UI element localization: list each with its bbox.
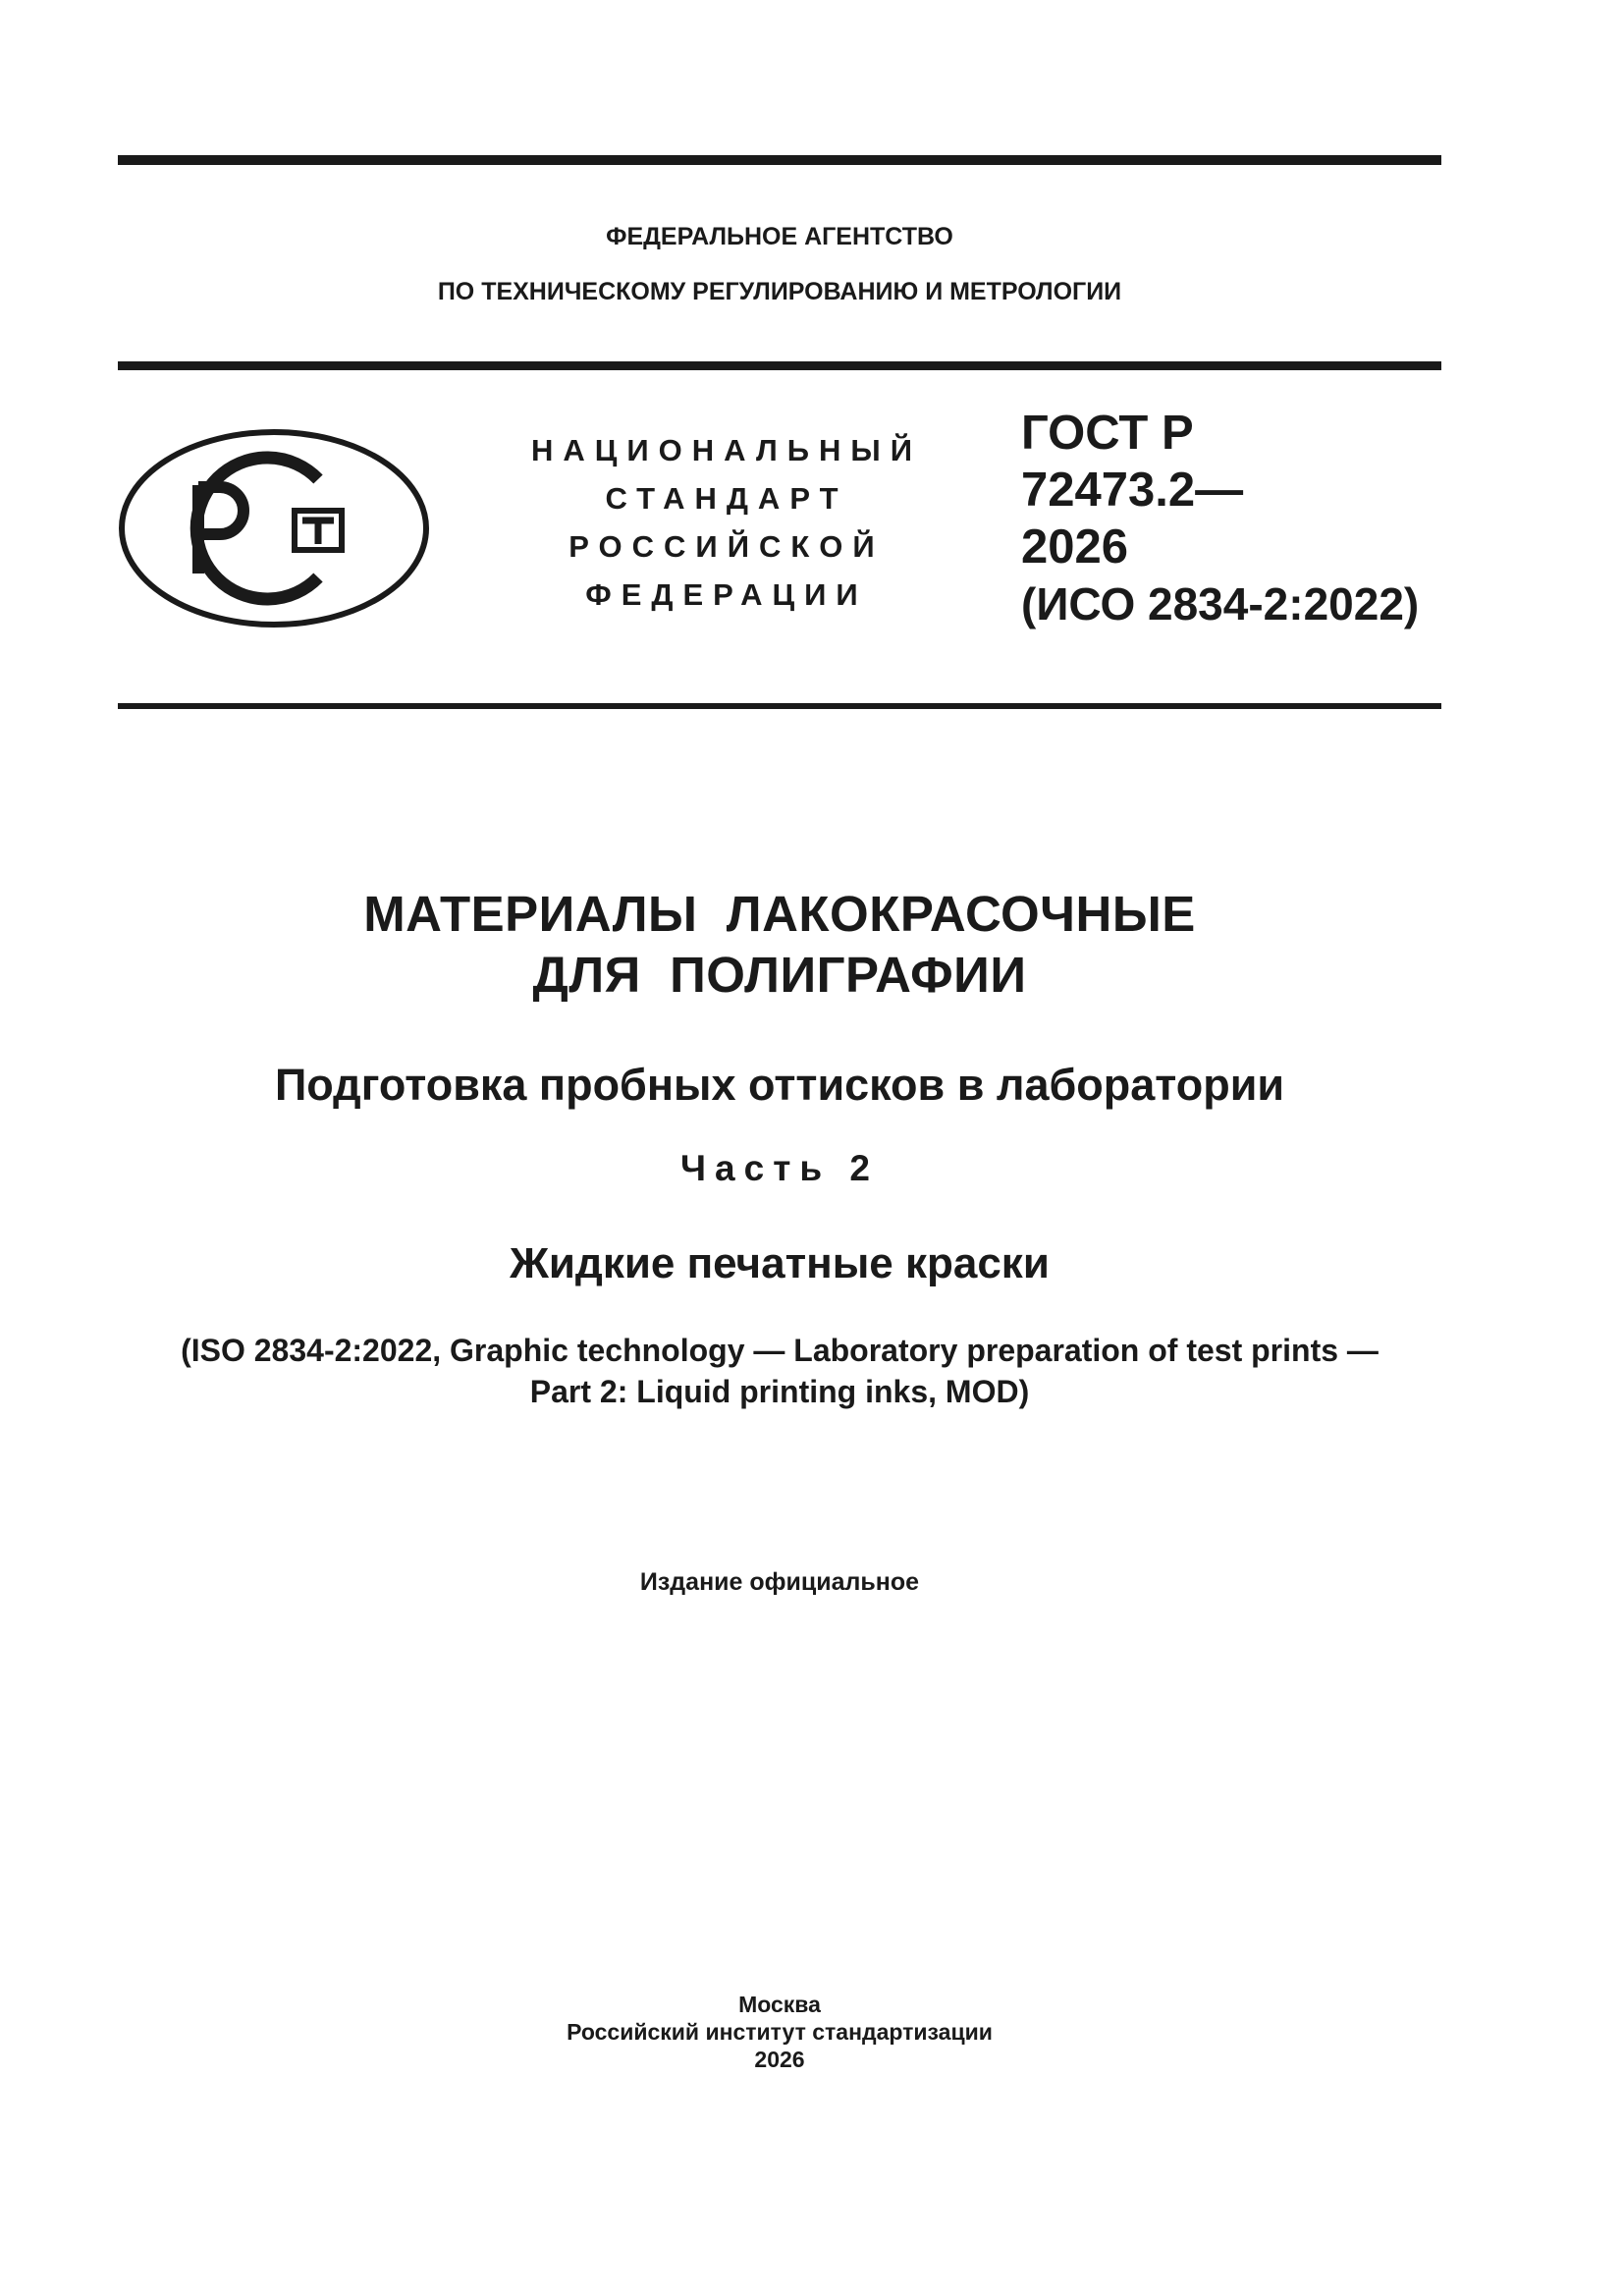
designation-line2: 72473.2— xyxy=(1021,464,1244,517)
national-standard-line3: РОССИЙСКОЙ xyxy=(568,529,885,564)
national-standard-line1: НАЦИОНАЛЬНЫЙ xyxy=(530,433,923,467)
title-line1: МАТЕРИАЛЫ ЛАКОКРАСОЧНЫЕ xyxy=(363,886,1196,942)
document-title xyxy=(118,884,1441,1006)
designation-line1: ГОСТ Р xyxy=(1021,407,1194,460)
national-standard-line4: ФЕДЕРАЦИИ xyxy=(585,577,868,612)
imprint-publisher: Российский институт стандартизации xyxy=(567,2019,993,2045)
document-subtitle: Подготовка пробных оттисков в лаборатории xyxy=(274,1060,1285,1110)
bottom-rule xyxy=(118,703,1441,709)
designation-line3: 2026 xyxy=(1021,520,1129,574)
top-rule xyxy=(118,155,1441,165)
rst-certification-mark-icon xyxy=(118,428,430,629)
part-number: Часть 2 xyxy=(680,1148,879,1188)
middle-rule xyxy=(118,361,1441,370)
agency-name-line2: ПО ТЕХНИЧЕСКОМУ РЕГУЛИРОВАНИЮ И МЕТРОЛОГИИ xyxy=(437,278,1122,305)
title-line2: ДЛЯ ПОЛИГРАФИИ xyxy=(532,947,1027,1003)
national-standard-line2: СТАНДАРТ xyxy=(605,481,848,516)
designation-line4: (ИСО 2834-2:2022) xyxy=(1021,578,1420,629)
iso-reference-line2: Part 2: Liquid printing inks, MOD) xyxy=(529,1374,1030,1409)
agency-name-line1: ФЕДЕРАЛЬНОЕ АГЕНТСТВО xyxy=(606,223,953,250)
iso-reference xyxy=(118,1330,1441,1412)
standard-designation xyxy=(1021,405,1434,632)
part-title: Жидкие печатные краски xyxy=(510,1239,1050,1287)
iso-reference-line1: (ISO 2834-2:2022, Graphic technology — Laboratory preparation of test prints — xyxy=(181,1333,1379,1368)
edition-note: Издание официальное xyxy=(639,1568,920,1596)
imprint-city: Москва xyxy=(738,1992,821,2017)
imprint-year: 2026 xyxy=(754,2047,805,2072)
national-standard-caption xyxy=(501,426,952,619)
imprint xyxy=(118,1991,1441,2073)
